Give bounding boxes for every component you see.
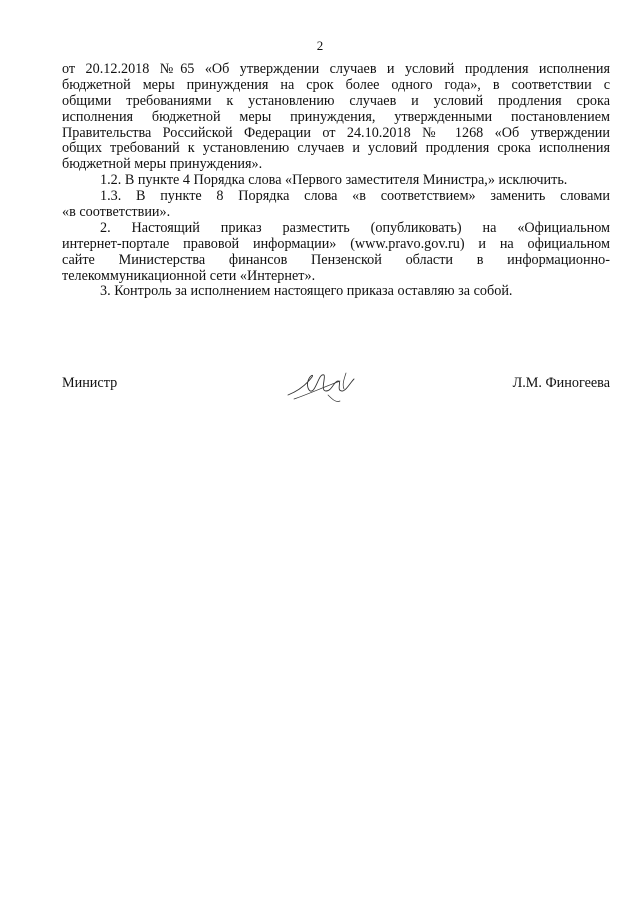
text-line: бюджетной меры принуждения на срок более одного года», в соответствии с xyxy=(62,76,610,93)
paragraph-1-3 xyxy=(62,189,610,221)
text-line: Правительства Российской Федерации от 24.10.2018 № 1268 «Об утверждении xyxy=(62,124,610,141)
text-line: 3. Контроль за исполнением настоящего приказа оставляю за собой. xyxy=(100,283,513,300)
text-line: бюджетной меры принуждения». xyxy=(62,156,263,173)
signatory-name: Л.М. Финогеева xyxy=(512,375,610,391)
handwritten-signature xyxy=(284,365,362,405)
text-line: сайте Министерства финансов Пензенской области в информационно- xyxy=(62,251,610,268)
text-line: 1.3. В пункте 8 Порядка слова «в соответствием» заменить словами xyxy=(100,188,610,205)
text-line: 1.2. В пункте 4 Порядка слова «Первого заместителя Министра,» исключить. xyxy=(100,172,568,189)
text-line: 2. Настоящий приказ разместить (опубликовать) на «Официальном xyxy=(100,219,610,236)
document-body xyxy=(62,62,610,300)
text-line: интернет-портале правовой информации» (www.pravo.gov.ru) и на официальном xyxy=(62,235,610,252)
signatory-title: Министр xyxy=(62,375,118,391)
paragraph-1-2 xyxy=(62,173,610,189)
paragraph-2 xyxy=(62,221,610,285)
signature-block xyxy=(62,373,610,413)
text-line: общими требованиями к установлению случаев и условий продления срока xyxy=(62,92,610,109)
text-line: от 20.12.2018 №65 «Об утверждении случаев и условий продления исполнения xyxy=(62,61,610,77)
text-line: исполнения бюджетной меры принуждения, утвержденными постановлением xyxy=(62,108,610,125)
text-line: телекоммуникационной сети «Интернет». xyxy=(62,267,316,284)
text-line: «в соответствии». xyxy=(62,204,171,221)
paragraph-3 xyxy=(62,284,610,300)
page-number: 2 xyxy=(316,38,324,53)
text-line: общих требований к установлению случаев и условий продления срока исполнения xyxy=(62,140,610,157)
paragraph-intro xyxy=(62,62,610,173)
